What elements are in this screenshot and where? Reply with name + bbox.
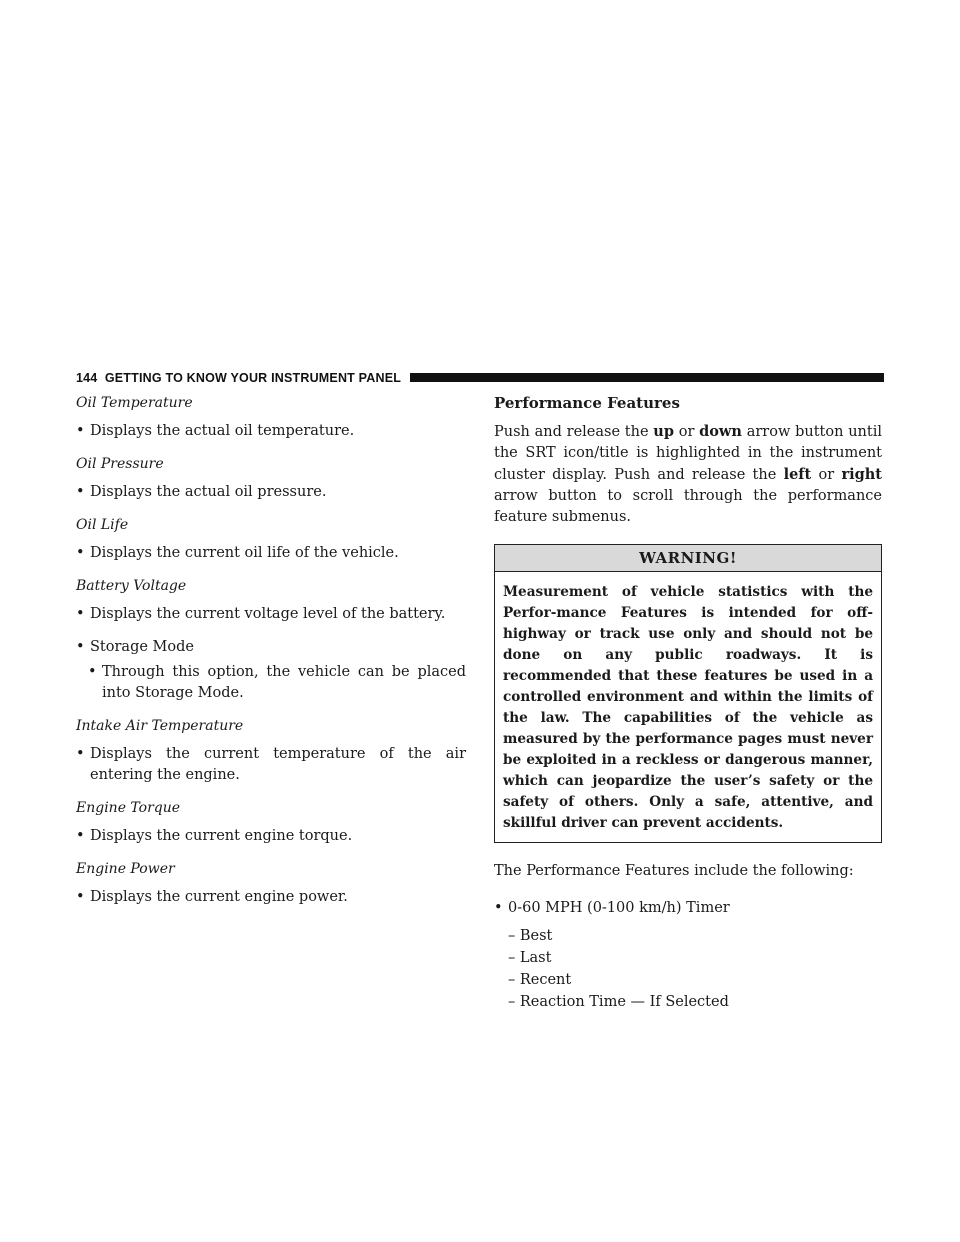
bullet-glyph: • (76, 828, 85, 844)
bullet-text: Through this option, the vehicle can be placed into Storage Mode. (102, 664, 466, 701)
left-column (76, 393, 466, 920)
intro-text: arrow button until the SRT icon/title is highlighted in the instrument cluster display. Push and release the (494, 424, 882, 483)
header-text (76, 370, 401, 386)
list-item-text: Recent (519, 972, 572, 988)
intro-text: or (811, 467, 842, 483)
intro-text: arrow button to scroll through the performance feature submenus. (494, 488, 882, 525)
bullet-glyph: • (76, 639, 85, 655)
bullet-glyph: • (76, 746, 85, 762)
bullet-glyph: • (76, 889, 85, 905)
list-item-text: Reaction Time — If Selected (519, 994, 729, 1010)
bullet-text: Storage Mode (90, 639, 194, 655)
intake-air-temperature-bullet (76, 744, 466, 786)
oil-temperature-heading: Oil Temperature (76, 395, 193, 411)
dash-glyph: – (508, 972, 516, 988)
bullet-text: Displays the current temperature of the air entering the engine. (90, 746, 466, 783)
list-item-text: Best (519, 928, 553, 944)
page-header (76, 370, 884, 386)
bullet-glyph: • (88, 664, 97, 680)
left-keyword: left (783, 466, 812, 483)
list-item (508, 947, 882, 969)
right-column (494, 393, 882, 1013)
intake-air-temperature-heading: Intake Air Temperature (76, 718, 244, 734)
dash-glyph: – (508, 928, 516, 944)
up-keyword: up (653, 423, 674, 440)
bullet-text: Displays the current voltage level of the battery. (90, 606, 446, 622)
list-item-text: Last (519, 950, 552, 966)
engine-power-bullet (76, 887, 466, 908)
battery-voltage-bullet (76, 604, 466, 625)
chapter-title: GETTING TO KNOW YOUR INSTRUMENT PANEL (104, 371, 402, 385)
engine-power-heading: Engine Power (76, 861, 175, 877)
down-keyword: down (699, 423, 742, 440)
features-intro: The Performance Features include the following: (494, 863, 854, 879)
bullet-text: Displays the current oil life of the vehicle. (90, 545, 399, 561)
bullet-glyph: • (76, 545, 85, 561)
performance-features-heading: Performance Features (494, 394, 680, 412)
warning-title: WARNING! (495, 545, 881, 572)
bullet-glyph: • (76, 606, 85, 622)
bullet-text: Displays the actual oil temperature. (90, 423, 355, 439)
intro-text: or (673, 424, 700, 440)
bullet-text: Displays the current engine power. (90, 889, 348, 905)
timer-bullet (494, 898, 882, 919)
warning-box (494, 544, 882, 843)
performance-intro-paragraph (494, 421, 882, 528)
oil-pressure-heading: Oil Pressure (76, 456, 164, 472)
list-item (508, 969, 882, 991)
bullet-text: Displays the actual oil pressure. (90, 484, 327, 500)
dash-glyph: – (508, 950, 516, 966)
bullet-glyph: • (76, 423, 85, 439)
intro-text: Push and release the (494, 424, 654, 440)
list-item (508, 925, 882, 947)
storage-mode-bullet (76, 637, 466, 658)
storage-mode-sub-bullet (76, 662, 466, 704)
battery-voltage-heading: Battery Voltage (76, 578, 187, 594)
oil-pressure-bullet (76, 482, 466, 503)
engine-torque-heading: Engine Torque (76, 800, 181, 816)
oil-temperature-bullet (76, 421, 466, 442)
header-rule (410, 373, 884, 382)
right-keyword: right (841, 466, 882, 483)
engine-torque-bullet (76, 826, 466, 847)
bullet-text: 0-60 MPH (0-100 km/h) Timer (508, 900, 730, 916)
oil-life-heading: Oil Life (76, 517, 129, 533)
bullet-glyph: • (494, 900, 503, 916)
warning-body: Measurement of vehicle statistics with the Perfor-mance Features is intended for off-highway or track use only and should not be done on any public roadways. It is recommended that these features be used in a controlled environment and within the limits of the law. The capabilities of the vehicle as measured by the performance pages must never be exploited in a reckless or dangerous manner, which can jeopardize the user’s safety or the safety of others. Only a safe, attentive, and skillful driver can prevent accidents. (503, 584, 873, 831)
timer-sub-list (494, 925, 882, 1013)
bullet-text: Displays the current engine torque. (90, 828, 353, 844)
list-item (508, 991, 882, 1013)
dash-glyph: – (508, 994, 516, 1010)
page-number: 144 (76, 371, 98, 385)
bullet-glyph: • (76, 484, 85, 500)
oil-life-bullet (76, 543, 466, 564)
